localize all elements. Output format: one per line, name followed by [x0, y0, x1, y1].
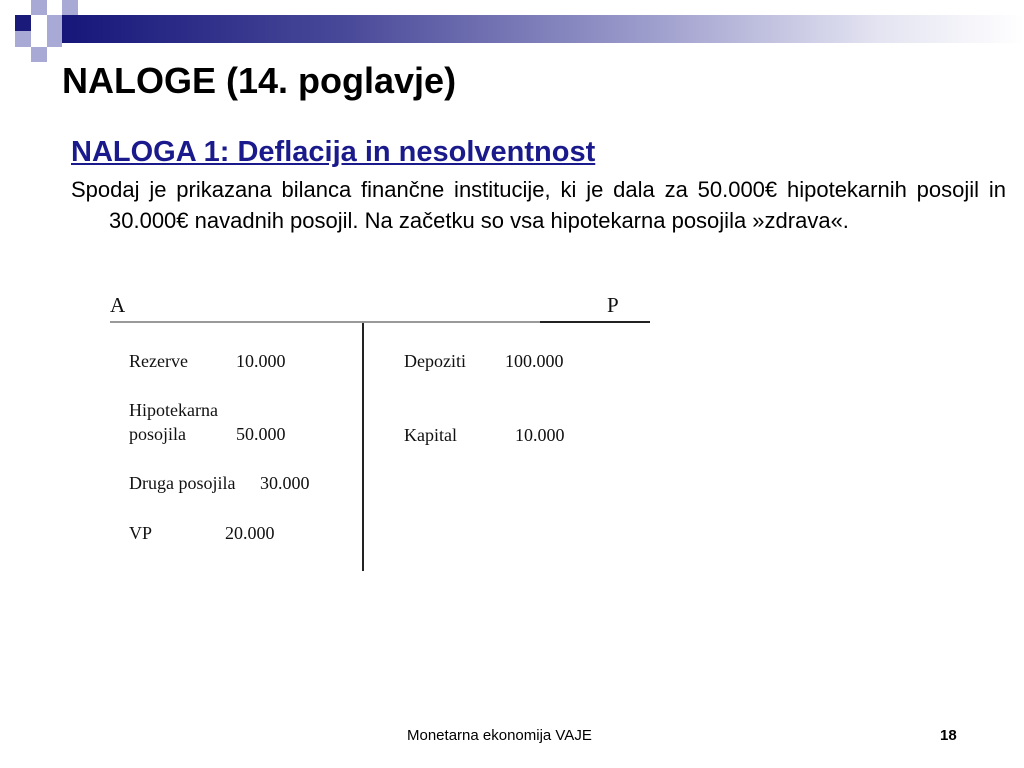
decor-square [31, 47, 47, 62]
asset-label: VP [129, 523, 153, 543]
decor-square [15, 31, 31, 47]
decor-square [47, 15, 62, 31]
asset-label: Rezerve [129, 351, 188, 371]
decor-square [47, 31, 62, 47]
footer-text: Monetarna ekonomija VAJE [407, 727, 592, 744]
assets-header: A [110, 293, 126, 317]
liability-value: 10.000 [515, 425, 565, 445]
balance-top-rule-right [540, 321, 650, 323]
asset-label: Hipotekarna [129, 400, 218, 420]
liability-label: Depoziti [404, 351, 466, 371]
decor-square [31, 0, 47, 15]
asset-value: 20.000 [225, 523, 275, 543]
asset-value: 50.000 [236, 424, 286, 444]
task-description: Spodaj je prikazana bilanca finančne institucije, ki je dala za 50.000€ hipotekarnih posojil in 30.000€ navadnih posojil. Na začetku so vsa hipotekarna posojila »zdrava«. [71, 177, 1006, 233]
page-number: 18 [940, 727, 957, 744]
decor-square [62, 0, 78, 15]
liability-value: 100.000 [505, 351, 564, 371]
balance-top-rule [110, 321, 540, 323]
asset-value: 30.000 [260, 473, 310, 493]
asset-value: 10.000 [236, 351, 286, 371]
liability-label: Kapital [404, 425, 457, 445]
balance-divider [362, 323, 364, 571]
decor-square [15, 15, 31, 31]
asset-label-line2: posojila [129, 424, 186, 444]
header-gradient-band [62, 15, 1024, 43]
liabilities-header: P [607, 293, 619, 317]
asset-label: Druga posojila [129, 473, 236, 493]
task-subtitle: NALOGA 1: Deflacija in nesolventnost [71, 136, 596, 168]
slide-title: NALOGE (14. poglavje) [62, 60, 457, 101]
